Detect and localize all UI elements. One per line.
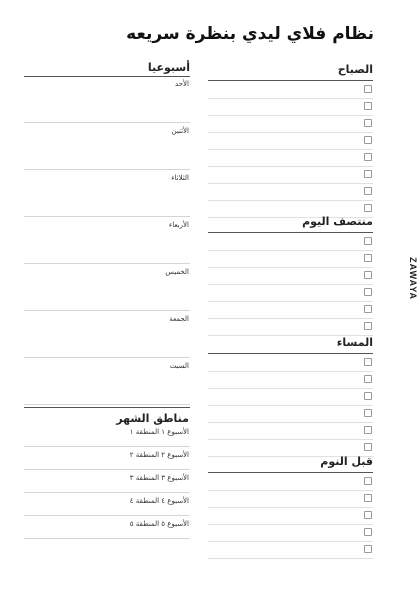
task-row xyxy=(208,372,373,389)
task-row xyxy=(208,285,373,302)
task-checkbox[interactable] xyxy=(364,322,372,330)
task-row xyxy=(208,184,373,201)
task-row xyxy=(208,423,373,440)
zone-row[interactable] xyxy=(24,424,190,447)
task-checkbox[interactable] xyxy=(364,358,372,366)
day-label: الخميس xyxy=(165,268,189,276)
zone-label: الأسبوع ٥ المنطقة ٥ xyxy=(129,520,189,528)
zone-label: الأسبوع ٣ المنطقة ٣ xyxy=(129,474,189,482)
zone-row[interactable] xyxy=(24,470,190,493)
task-row xyxy=(208,133,373,150)
task-checkbox[interactable] xyxy=(364,392,372,400)
day-label: الأربعاء xyxy=(168,221,189,229)
day-row[interactable] xyxy=(24,170,190,217)
day-label: الثلاثاء xyxy=(171,174,189,182)
day-row[interactable] xyxy=(24,358,190,405)
task-row xyxy=(208,389,373,406)
task-checkbox[interactable] xyxy=(364,153,372,161)
task-row xyxy=(208,251,373,268)
task-row xyxy=(208,268,373,285)
task-checkbox[interactable] xyxy=(364,443,372,451)
task-checkbox[interactable] xyxy=(364,102,372,110)
task-row xyxy=(208,234,373,251)
task-row xyxy=(208,82,373,99)
day-row[interactable] xyxy=(24,123,190,170)
day-label: السبت xyxy=(169,362,189,370)
day-label: الأحد xyxy=(175,80,189,88)
task-checkbox[interactable] xyxy=(364,375,372,383)
task-checkbox[interactable] xyxy=(364,305,372,313)
zone-label: الأسبوع ٤ المنطقة ٤ xyxy=(129,497,189,505)
task-row xyxy=(208,99,373,116)
task-row xyxy=(208,474,373,491)
task-checkbox[interactable] xyxy=(364,494,372,502)
task-checkbox[interactable] xyxy=(364,187,372,195)
page-title: نظام فلاي ليدي بنظرة سريعه xyxy=(126,24,374,44)
brand-logo: ZAWAYA xyxy=(408,257,418,300)
task-checkbox[interactable] xyxy=(364,528,372,536)
task-row xyxy=(208,355,373,372)
task-checkbox[interactable] xyxy=(364,237,372,245)
section-header-morning: الصباح xyxy=(208,60,373,81)
day-row[interactable] xyxy=(24,217,190,264)
task-checkbox[interactable] xyxy=(364,170,372,178)
task-row xyxy=(208,491,373,508)
task-row xyxy=(208,167,373,184)
zone-label: الأسبوع ١ المنطقة ١ xyxy=(129,428,189,436)
section-header-midday: منتصف اليوم xyxy=(208,212,373,233)
task-row xyxy=(208,150,373,167)
task-checkbox[interactable] xyxy=(364,204,372,212)
zone-row[interactable] xyxy=(24,493,190,516)
task-checkbox[interactable] xyxy=(364,136,372,144)
zone-label: الأسبوع ٢ المنطقة ٢ xyxy=(129,451,189,459)
day-label: الجمعة xyxy=(169,315,189,323)
zone-row[interactable] xyxy=(24,447,190,470)
task-checkbox[interactable] xyxy=(364,288,372,296)
task-checkbox[interactable] xyxy=(364,254,372,262)
task-row xyxy=(208,525,373,542)
task-row xyxy=(208,302,373,319)
section-header-evening: المساء xyxy=(208,333,373,354)
day-row[interactable] xyxy=(24,264,190,311)
zones-header xyxy=(24,407,190,424)
day-row[interactable] xyxy=(24,311,190,358)
day-row[interactable] xyxy=(24,76,190,123)
task-checkbox[interactable] xyxy=(364,271,372,279)
section-header-bedtime: قبل النوم xyxy=(208,452,373,473)
zone-row[interactable] xyxy=(24,516,190,539)
task-checkbox[interactable] xyxy=(364,426,372,434)
task-checkbox[interactable] xyxy=(364,85,372,93)
task-row xyxy=(208,116,373,133)
task-checkbox[interactable] xyxy=(364,119,372,127)
task-row xyxy=(208,542,373,559)
zones-title: مناطق الشهر xyxy=(116,412,189,425)
task-row xyxy=(208,406,373,423)
task-checkbox[interactable] xyxy=(364,545,372,553)
task-checkbox[interactable] xyxy=(364,477,372,485)
weekly-header: أسبوعيا xyxy=(24,60,190,77)
task-row xyxy=(208,508,373,525)
day-label: الأثنين xyxy=(171,127,189,135)
task-checkbox[interactable] xyxy=(364,511,372,519)
task-checkbox[interactable] xyxy=(364,409,372,417)
